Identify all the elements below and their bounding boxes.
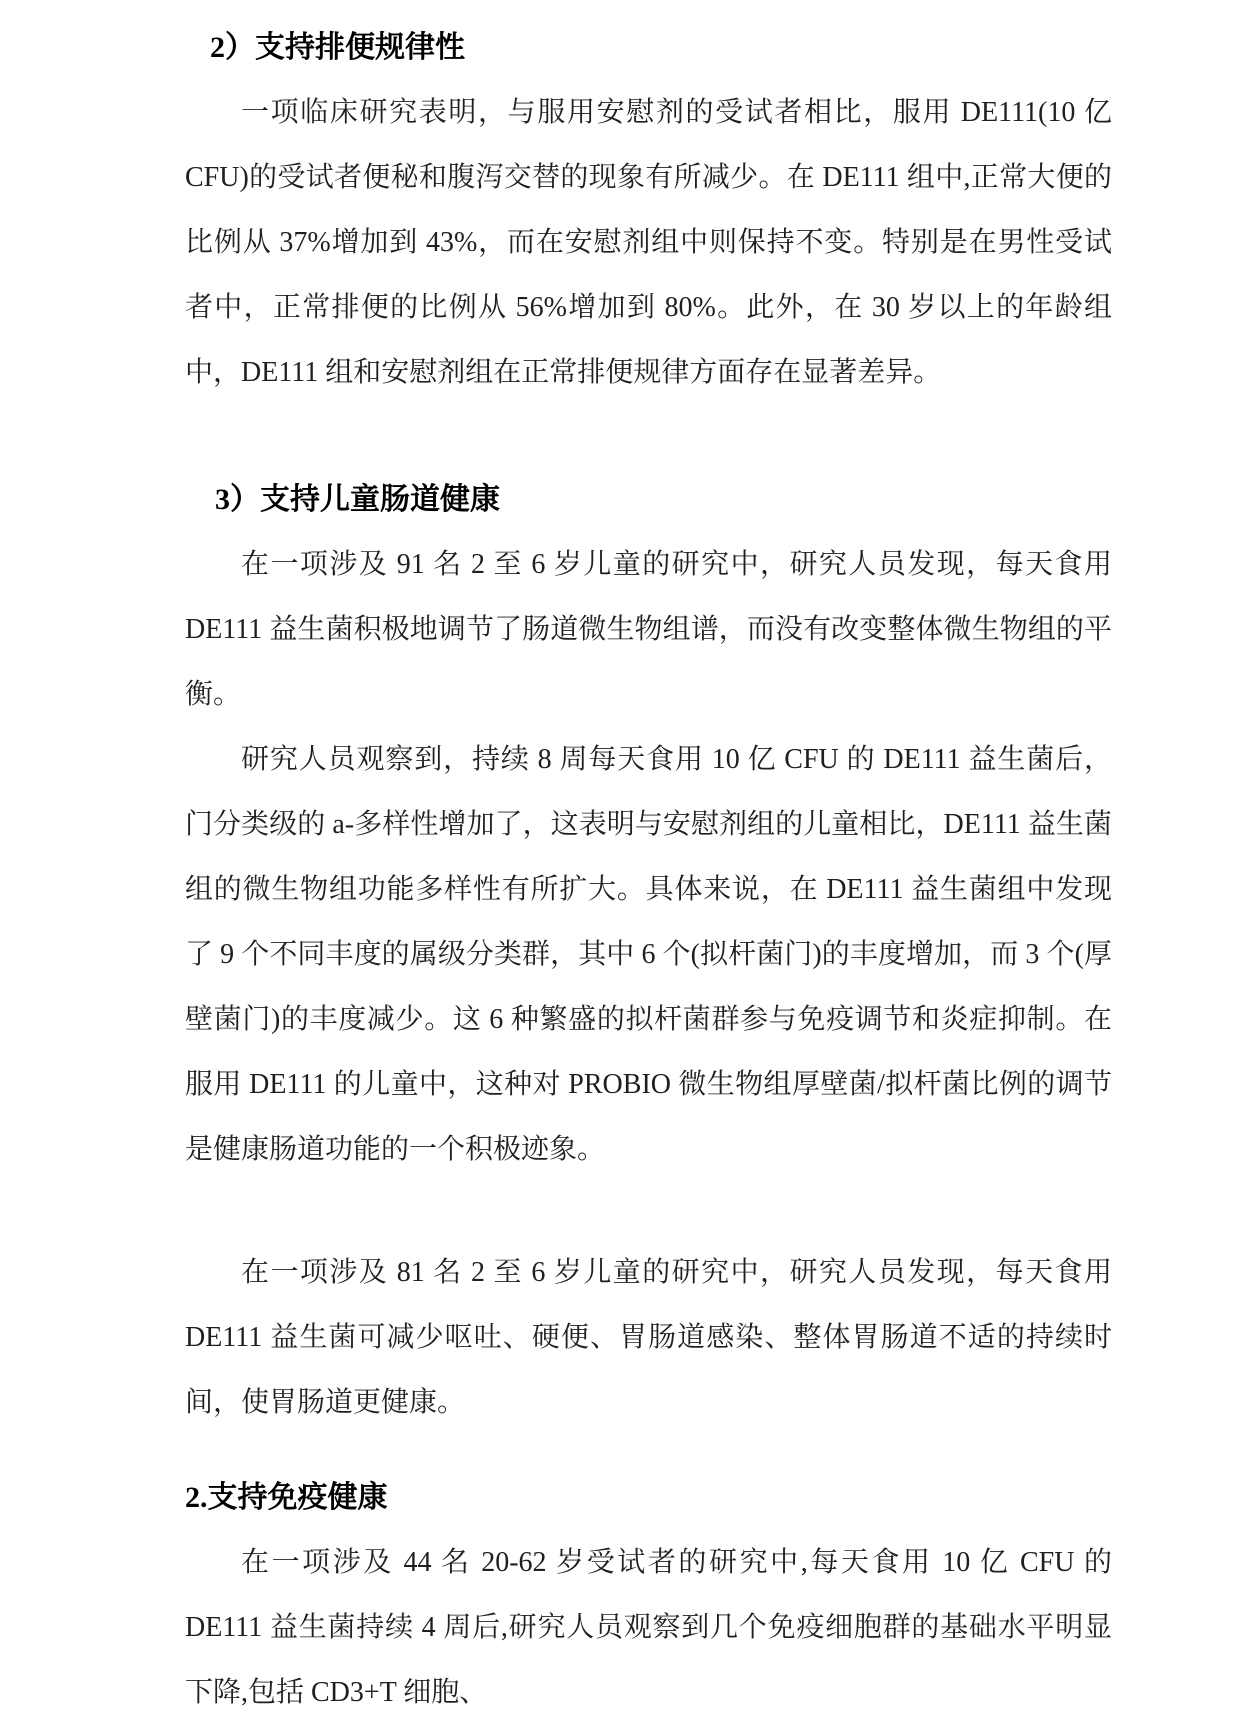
section-heading-immune-health: 2.支持免疫健康 — [185, 1481, 388, 1514]
section-heading-child-gut-health: 3）支持儿童肠道健康 — [215, 483, 500, 516]
paragraph-8-week-microbiome-findings: 研究人员观察到，持续 8 周每天食用 10 亿 CFU 的 DE111 益生菌后，门分类级的 a-多样性增加了，这表明与安慰剂组的儿童相比，DE111 益生菌组的微生物组功能多样性有所扩大。具体来说，在 DE111 益生菌组中发现了 9 个不同丰度的属级分类群，其中 6 个(拟杆菌门)的丰度增加，而 3 个(厚壁菌门)的丰度减少。这 6 种繁盛的拟杆菌群参与免疫调节和炎症抑制。在服用 DE111 的儿童中，这种对 PROBIO 微生物组厚壁菌/拟杆菌比例的调节是健康肠道功能的一个积极迹象。 — [185, 744, 1112, 1165]
paragraph-bowel-clinical-study: 一项临床研究表明，与服用安慰剂的受试者相比，服用 DE111(10 亿 CFU)的受试者便秘和腹泻交替的现象有所减少。在 DE111 组中,正常大便的比例从 37%增加到 43%，而在安慰剂组中则保持不变。特别是在男性受试者中，正常排便的比例从 56%增加到 80%。此外，在 30 岁以上的年龄组中，DE111 组和安慰剂组在正常排便规律方面存在显著差异。 — [185, 97, 1112, 388]
section-heading-bowel-regularity: 2）支持排便规律性 — [210, 31, 465, 64]
paragraph-children-91-study: 在一项涉及 91 名 2 至 6 岁儿童的研究中，研究人员发现，每天食用 DE111 益生菌积极地调节了肠道微生物组谱，而没有改变整体微生物组的平衡。 — [185, 549, 1112, 710]
paragraph-immune-study: 在一项涉及 44 名 20-62 岁受试者的研究中,每天食用 10 亿 CFU 的 DE111 益生菌持续 4 周后,研究人员观察到几个免疫细胞群的基础水平明显下降,包括 CD3+T 细胞、 — [185, 1547, 1112, 1708]
paragraph-children-81-study: 在一项涉及 81 名 2 至 6 岁儿童的研究中，研究人员发现，每天食用 DE111 益生菌可减少呕吐、硬便、胃肠道感染、整体胃肠道不适的持续时间，使胃肠道更健康。 — [185, 1257, 1112, 1418]
